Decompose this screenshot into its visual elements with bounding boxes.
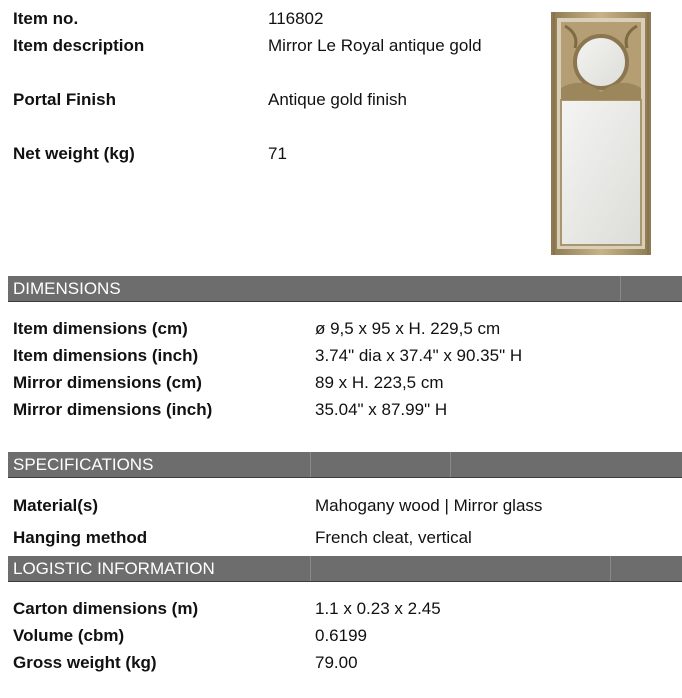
portal-finish-label: Portal Finish	[13, 90, 116, 109]
logistic-row-label: Gross weight (kg)	[13, 653, 157, 672]
dimensions-row-value: 35.04" x 87.99" H	[315, 400, 448, 419]
header-divider	[310, 556, 311, 581]
specifications-row-label: Hanging method	[13, 528, 148, 547]
header-divider	[620, 276, 621, 301]
dimensions-header	[8, 276, 682, 302]
product-image-mirror	[551, 12, 651, 255]
header-divider	[450, 452, 451, 477]
portal-finish-value: Antique gold finish	[268, 90, 407, 109]
dimensions-header-text: DIMENSIONS	[13, 279, 121, 298]
logistic-row-label: Volume (cbm)	[13, 626, 125, 645]
logistic-row-label: Carton dimensions (m)	[13, 599, 199, 618]
specifications-row-value: Mahogany wood | Mirror glass	[315, 496, 543, 515]
dimensions-row-value: ø 9,5 x 95 x H. 229,5 cm	[315, 319, 501, 338]
logistic-row-value: 1.1 x 0.23 x 2.45	[315, 599, 441, 618]
dimensions-row-value: 89 x H. 223,5 cm	[315, 373, 444, 392]
net-weight-label: Net weight (kg)	[13, 144, 135, 163]
logistic-header-text: LOGISTIC INFORMATION	[13, 559, 215, 578]
item-description-value: Mirror Le Royal antique gold	[268, 36, 482, 55]
specifications-header	[8, 452, 682, 478]
dimensions-row-label: Item dimensions (cm)	[13, 319, 188, 338]
specifications-header-text: SPECIFICATIONS	[13, 455, 154, 474]
logistic-header	[8, 556, 682, 582]
item-no-label: Item no.	[13, 9, 79, 28]
logistic-row-value: 0.6199	[315, 626, 367, 645]
dimensions-row-label: Mirror dimensions (cm)	[13, 373, 202, 392]
specifications-row-value: French cleat, vertical	[315, 528, 472, 547]
item-description-label: Item description	[13, 36, 145, 55]
net-weight-value: 71	[268, 144, 287, 163]
logistic-row-value: 79.00	[315, 653, 358, 672]
dimensions-row-label: Item dimensions (inch)	[13, 346, 199, 365]
dimensions-row-value: 3.74" dia x 37.4" x 90.35" H	[315, 346, 523, 365]
header-divider	[610, 556, 611, 581]
dimensions-row-label: Mirror dimensions (inch)	[13, 400, 213, 419]
header-divider	[310, 452, 311, 477]
specifications-row-label: Material(s)	[13, 496, 99, 515]
item-no-value: 116802	[268, 9, 324, 28]
